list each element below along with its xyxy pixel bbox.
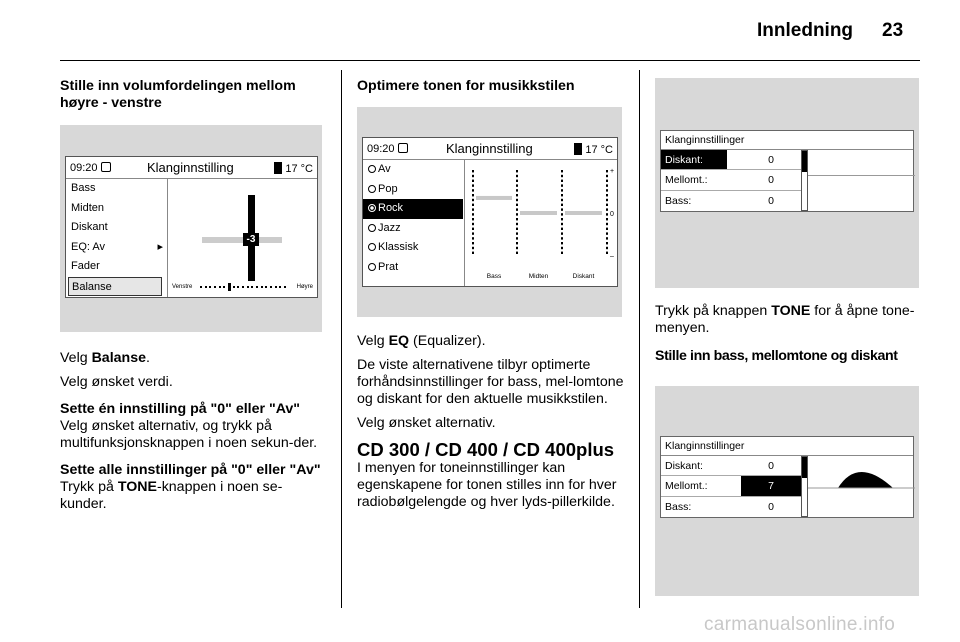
balance-marker xyxy=(228,283,231,291)
radio-icon xyxy=(368,165,376,173)
screenshot-balance xyxy=(60,125,322,332)
balance-dot xyxy=(200,286,202,288)
menu-item-diskant[interactable]: Diskant xyxy=(71,221,108,233)
display-title: Klanginnstillinger xyxy=(665,134,745,146)
menu-divider xyxy=(464,160,465,286)
menu-item-midten[interactable]: Midten xyxy=(71,201,105,214)
eq-scale-dot xyxy=(606,242,608,244)
eq-graph xyxy=(466,160,616,286)
eq-scale-dot xyxy=(472,247,474,249)
eq-scale-dot xyxy=(516,228,518,230)
eq-scale-dot xyxy=(516,175,518,177)
column-2-text xyxy=(357,333,629,518)
eq-scale-dot xyxy=(561,189,563,191)
eq-scale-dot xyxy=(472,170,474,172)
eq-scale-dot xyxy=(516,213,518,215)
screenshot-tone-mid xyxy=(655,386,919,596)
eq-scale-dot xyxy=(606,184,608,186)
eq-scale-dot xyxy=(561,213,563,215)
tone-slider[interactable] xyxy=(801,456,808,517)
balance-value: -3 xyxy=(243,233,259,246)
tone-row-label: Mellomt.: xyxy=(665,174,708,187)
tone-row-value: 0 xyxy=(768,154,774,166)
eq-scale-dot xyxy=(516,242,518,244)
clock: 09:20 xyxy=(367,143,408,155)
balance-dot xyxy=(275,286,277,288)
display-balance xyxy=(65,156,318,298)
balance-dot xyxy=(242,286,244,288)
instruction-select-value: Velg ønsket verdi. xyxy=(60,374,173,390)
eq-scale-dot xyxy=(516,170,518,172)
tone-menu xyxy=(66,179,166,296)
thermometer-icon xyxy=(574,143,582,155)
eq-scale-dot xyxy=(472,199,474,201)
eq-scale-dot xyxy=(606,252,608,254)
display-header xyxy=(363,138,617,160)
page-header-title: Innledning xyxy=(757,20,854,41)
tone-row-value: 0 xyxy=(768,460,774,472)
eq-scale-dot xyxy=(606,204,608,206)
eq-scale-dot xyxy=(516,194,518,196)
eq-scale-dot xyxy=(472,189,474,191)
eq-menu xyxy=(363,160,463,277)
eq-scale-dot xyxy=(606,199,608,201)
balance-dot xyxy=(233,286,235,288)
eq-scale-dot xyxy=(606,170,608,172)
eq-scale-dot xyxy=(561,175,563,177)
tone-row-label: Bass: xyxy=(665,194,692,207)
eq-scale-dot xyxy=(472,228,474,230)
eq-scale-dot xyxy=(516,237,518,239)
eq-scale-dot xyxy=(561,194,563,196)
eq-scale-dot xyxy=(606,247,608,249)
eq-scale-dot xyxy=(606,228,608,230)
arrow-right-icon: ▸ xyxy=(157,240,163,253)
tone-row-label: Diskant: xyxy=(665,460,703,472)
eq-scale-dot xyxy=(516,189,518,191)
balance-cross-horizontal xyxy=(202,237,282,243)
eq-scale-dot xyxy=(472,208,474,210)
check-icon xyxy=(101,162,111,172)
tone-row-label: Diskant: xyxy=(661,150,727,169)
eq-scale-dot xyxy=(516,199,518,201)
eq-scale-dot xyxy=(606,208,608,210)
eq-scale-dot xyxy=(472,252,474,254)
column-divider-1 xyxy=(341,70,342,608)
display-header xyxy=(66,157,317,179)
watermark: carmanualsonline.info xyxy=(704,614,896,635)
display-title: Klanginnstilling xyxy=(446,141,533,156)
tone-slider-fill xyxy=(802,151,807,172)
eq-scale-dot xyxy=(516,180,518,182)
balance-dots xyxy=(200,286,284,289)
radio-icon xyxy=(368,185,376,193)
menu-item-eq[interactable]: EQ: Av ▸ xyxy=(66,238,166,258)
eq-scale-label: + xyxy=(610,168,615,175)
display-tone-settings-mid xyxy=(660,436,914,518)
tone-rows xyxy=(661,150,801,211)
eq-scale-dot xyxy=(561,218,563,220)
instruction-select-option: Velg ønsket alternativ. xyxy=(357,415,496,431)
eq-scale-dot xyxy=(472,184,474,186)
eq-scale-dot xyxy=(472,213,474,215)
tone-row[interactable] xyxy=(661,476,801,496)
eq-scale-dot xyxy=(516,252,518,254)
eq-scale-dot xyxy=(606,189,608,191)
balance-dot xyxy=(251,286,253,288)
tone-slider[interactable] xyxy=(801,150,808,211)
screenshot-eq xyxy=(357,107,622,317)
balance-dot xyxy=(256,286,258,288)
eq-scale-dot xyxy=(561,184,563,186)
display-tone-settings xyxy=(660,130,914,212)
eq-scale-dot xyxy=(606,232,608,234)
heading-set-one-zero: Sette én innstilling på "0" eller "Av" xyxy=(60,401,301,417)
eq-scale-dot xyxy=(561,180,563,182)
eq-scale-dot xyxy=(561,208,563,210)
balance-dot xyxy=(270,286,272,288)
text-set-all-zero: Trykk på TONE-knappen i noen se-kunder. xyxy=(60,479,283,512)
tone-curve xyxy=(808,456,915,517)
balance-dot xyxy=(279,286,281,288)
balance-dot xyxy=(265,286,267,288)
tone-rows xyxy=(661,456,801,517)
column-divider-2 xyxy=(639,70,640,608)
clock: 09:20 xyxy=(70,162,111,174)
eq-scale-dot xyxy=(516,223,518,225)
display-title: Klanginnstillinger xyxy=(665,440,745,452)
eq-option-rock[interactable]: Rock xyxy=(363,199,463,219)
eq-scale-dot xyxy=(516,232,518,234)
balance-dot xyxy=(237,286,239,288)
balance-dot xyxy=(209,286,211,288)
eq-scale-dot xyxy=(472,175,474,177)
tone-row[interactable] xyxy=(661,150,801,170)
column-1-text xyxy=(60,350,328,520)
text-tone-menu: I menyen for toneinnstillinger kan egenskapene for tonen stilles inn for hver radiobølgelengde og hver lyds-pillerkilde. xyxy=(357,460,617,510)
eq-scale-dot xyxy=(516,204,518,206)
balance-dot xyxy=(205,286,207,288)
balance-dot xyxy=(219,286,221,288)
eq-scale-dot xyxy=(606,175,608,177)
display-title: Klanginnstilling xyxy=(147,160,234,175)
eq-scale-label: – xyxy=(610,253,614,260)
menu-item-bass[interactable]: Bass xyxy=(71,182,96,194)
eq-band-label: Diskant xyxy=(572,273,595,280)
eq-scale-dot xyxy=(472,204,474,206)
eq-scale-label: 0 xyxy=(610,211,614,218)
eq-band-level xyxy=(476,196,512,200)
heading-bass-mid-treble: Stille inn bass, mellomtone og diskant xyxy=(655,348,898,364)
text-set-one-zero: Velg ønsket alternativ, og trykk på multifunksjonsknappen i noen sekun-der. xyxy=(60,418,318,451)
eq-option-pop[interactable]: Pop xyxy=(363,180,463,200)
temperature: 17 °C xyxy=(574,143,613,156)
eq-scale-dot xyxy=(606,218,608,220)
balance-right-label: Høyre xyxy=(296,284,313,290)
instruction-select-balance: Velg Balanse. xyxy=(60,350,150,366)
display-eq xyxy=(362,137,618,287)
balance-dot xyxy=(247,286,249,288)
thermometer-icon xyxy=(274,162,282,174)
tone-row[interactable] xyxy=(661,497,801,517)
eq-scale-dot xyxy=(606,223,608,225)
eq-scale-dot xyxy=(561,247,563,249)
radio-icon xyxy=(368,263,376,271)
eq-band-label: Bass xyxy=(486,273,502,280)
eq-scale-dot xyxy=(606,180,608,182)
tone-row-value: 0 xyxy=(768,194,774,207)
eq-scale-dot xyxy=(561,170,563,172)
eq-scale-dot xyxy=(561,242,563,244)
eq-scale-dot xyxy=(561,223,563,225)
balance-dot xyxy=(214,286,216,288)
eq-option-jazz[interactable]: Jazz xyxy=(363,219,463,239)
eq-scale-dot xyxy=(561,237,563,239)
eq-scale-dot xyxy=(472,242,474,244)
temperature: 17 °C xyxy=(274,162,313,175)
tone-row-value: 7 xyxy=(741,476,801,495)
balance-scale xyxy=(170,281,316,293)
eq-scale-dot xyxy=(561,232,563,234)
eq-scale-dot xyxy=(606,194,608,196)
tone-slider-fill xyxy=(802,457,807,478)
tone-row-value: 0 xyxy=(768,174,774,187)
text-eq-options: De viste alternativene tilbyr optimerte forhåndsinnstillinger for bass, mel-lomtone og diskant for den aktuelle musikkstilen. xyxy=(357,357,624,407)
menu-item-fader[interactable]: Fader xyxy=(71,260,100,272)
screenshot-tone-menu xyxy=(655,78,919,288)
column-2 xyxy=(357,78,627,95)
eq-scale-dot xyxy=(472,194,474,196)
eq-scale-dot xyxy=(606,213,608,215)
section-heading-balance: Stille inn volumfordelingen mellom høyre - venstre xyxy=(60,78,296,111)
balance-dot xyxy=(223,286,225,288)
radio-icon xyxy=(368,243,376,251)
tone-row[interactable] xyxy=(661,456,801,476)
eq-band-level xyxy=(565,211,602,215)
eq-option-av[interactable]: Av xyxy=(363,160,463,180)
eq-band-level xyxy=(520,211,557,215)
column-3-text xyxy=(655,303,925,365)
eq-scale-dot xyxy=(516,247,518,249)
tone-row-label: Bass: xyxy=(665,500,692,513)
tone-row[interactable] xyxy=(661,170,801,190)
tone-row-value: 0 xyxy=(768,500,774,513)
eq-scale-dot xyxy=(472,223,474,225)
radio-selected-icon xyxy=(368,204,376,212)
section-heading-music-style: Optimere tonen for musikkstilen xyxy=(357,78,575,94)
eq-scale-dot xyxy=(561,252,563,254)
eq-scale-dot xyxy=(561,199,563,201)
slider-midline xyxy=(808,175,915,176)
balance-dot xyxy=(284,286,286,288)
menu-divider xyxy=(167,179,168,297)
instruction-select-eq: Velg EQ (Equalizer). xyxy=(357,333,486,349)
eq-scale-dot xyxy=(561,204,563,206)
tone-row-label: Mellomt.: xyxy=(665,480,708,493)
eq-scale-dot xyxy=(516,218,518,220)
header-rule xyxy=(60,60,920,61)
menu-item-balanse[interactable]: Balanse xyxy=(68,277,162,297)
balance-left-label: Venstre xyxy=(172,284,193,290)
eq-scale-dot xyxy=(472,237,474,239)
heading-set-all-zero: Sette alle innstillinger på "0" eller "Av" xyxy=(60,462,321,478)
eq-scale-dot xyxy=(472,180,474,182)
balance-dot xyxy=(261,286,263,288)
tone-row[interactable] xyxy=(661,191,801,211)
eq-scale-dot xyxy=(516,184,518,186)
eq-scale-dot xyxy=(606,237,608,239)
page-number: 23 xyxy=(882,20,904,41)
eq-scale-dot xyxy=(516,208,518,210)
eq-band-label: Midten xyxy=(528,273,549,280)
eq-option-prat[interactable]: Prat xyxy=(363,258,463,278)
eq-scale-dot xyxy=(472,232,474,234)
heading-cd-models: CD 300 / CD 400 / CD 400plus xyxy=(357,439,615,460)
instruction-press-tone: Trykk på knappen TONE for å åpne tone-menyen. xyxy=(655,303,915,336)
radio-icon xyxy=(368,224,376,232)
eq-option-klassisk[interactable]: Klassisk xyxy=(363,238,463,258)
check-icon xyxy=(398,143,408,153)
eq-scale-dot xyxy=(561,228,563,230)
column-1 xyxy=(60,78,328,112)
eq-scale-dot xyxy=(472,218,474,220)
